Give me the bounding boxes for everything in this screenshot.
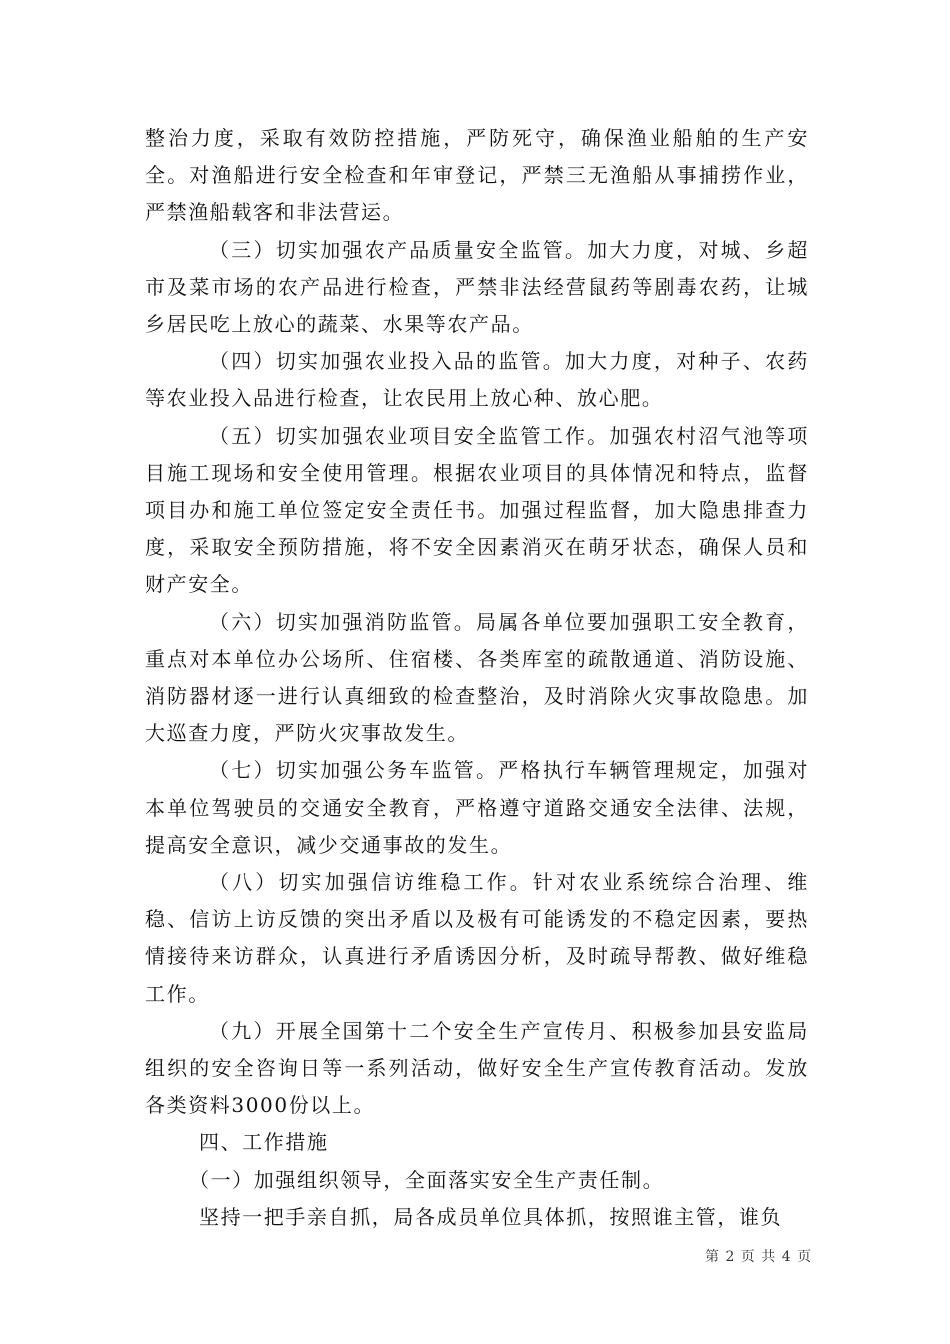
paragraph-final-line: 坚持一把手亲自抓，局各成员单位具体抓，按照谁主管，谁负 xyxy=(199,1204,783,1229)
paragraph-continued: 整治力度，采取有效防控措施，严防死守，确保渔业船舶的生产安全。对渔船进行安全检查和年审登记，严禁三无渔船从事捕捞作业，严禁渔船载客和非法营运。 xyxy=(145,126,809,225)
paragraph-item-3: （三）切实加强农产品质量安全监管。加大力度，对城、乡超市及菜市场的农产品进行检查，严禁非法经营鼠药等剧毒农药，让城乡居民吃上放心的蔬菜、水果等农产品。 xyxy=(145,237,809,337)
paragraph-item-4: （四）切实加强农业投入品的监管。加大力度，对种子、农药等农业投入品进行检查，让农民用上放心种、放心肥。 xyxy=(145,349,809,411)
paragraph-item-6: （六）切实加强消防监管。局属各单位要加强职工安全教育，重点对本单位办公场所、住宿楼、各类库室的疏散通道、消防设施、消防器材逐一进行认真细致的检查整治，及时消除火灾事故隐患。加大巡查力度，严防火灾事故发生。 xyxy=(145,609,809,746)
paragraph-item-5: （五）切实加强农业项目安全监管工作。加强农村沼气池等项目施工现场和安全使用管理。根据农业项目的具体情况和特点，监督项目办和施工单位签定安全责任书。加强过程监督，加大隐患排查力度，采取安全预防措施，将不安全因素消灭在萌牙状态，确保人员和财产安全。 xyxy=(145,423,809,597)
paragraph-item-9: （九）开展全国第十二个安全生产宣传月、积极参加县安监局组织的安全咨询日等一系列活动，做好安全生产宣传教育活动。发放各类资料3000份以上。 xyxy=(145,1018,809,1118)
section-heading: 四、工作措施 xyxy=(199,1130,329,1155)
paragraph-item-7: （七）切实加强公务车监管。严格执行车辆管理规定，加强对本单位驾驶员的交通安全教育，严格遵守道路交通安全法律、法规，提高安全意识，减少交通事故的发生。 xyxy=(145,758,809,857)
subsection-heading: （一）加强组织领导，全面落实安全生产责任制。 xyxy=(189,1167,665,1192)
paragraph-item-8: （八）切实加强信访维稳工作。针对农业系统综合治理、维稳、信访上访反馈的突出矛盾以及极有可能诱发的不稳定因素，要热情接待来访群众，认真进行矛盾诱因分析，及时疏导帮教、做好维稳工作。 xyxy=(145,870,809,1006)
document-page xyxy=(145,120,809,1236)
page-number-footer: 第 2 页 共 4 页 xyxy=(705,1249,813,1265)
